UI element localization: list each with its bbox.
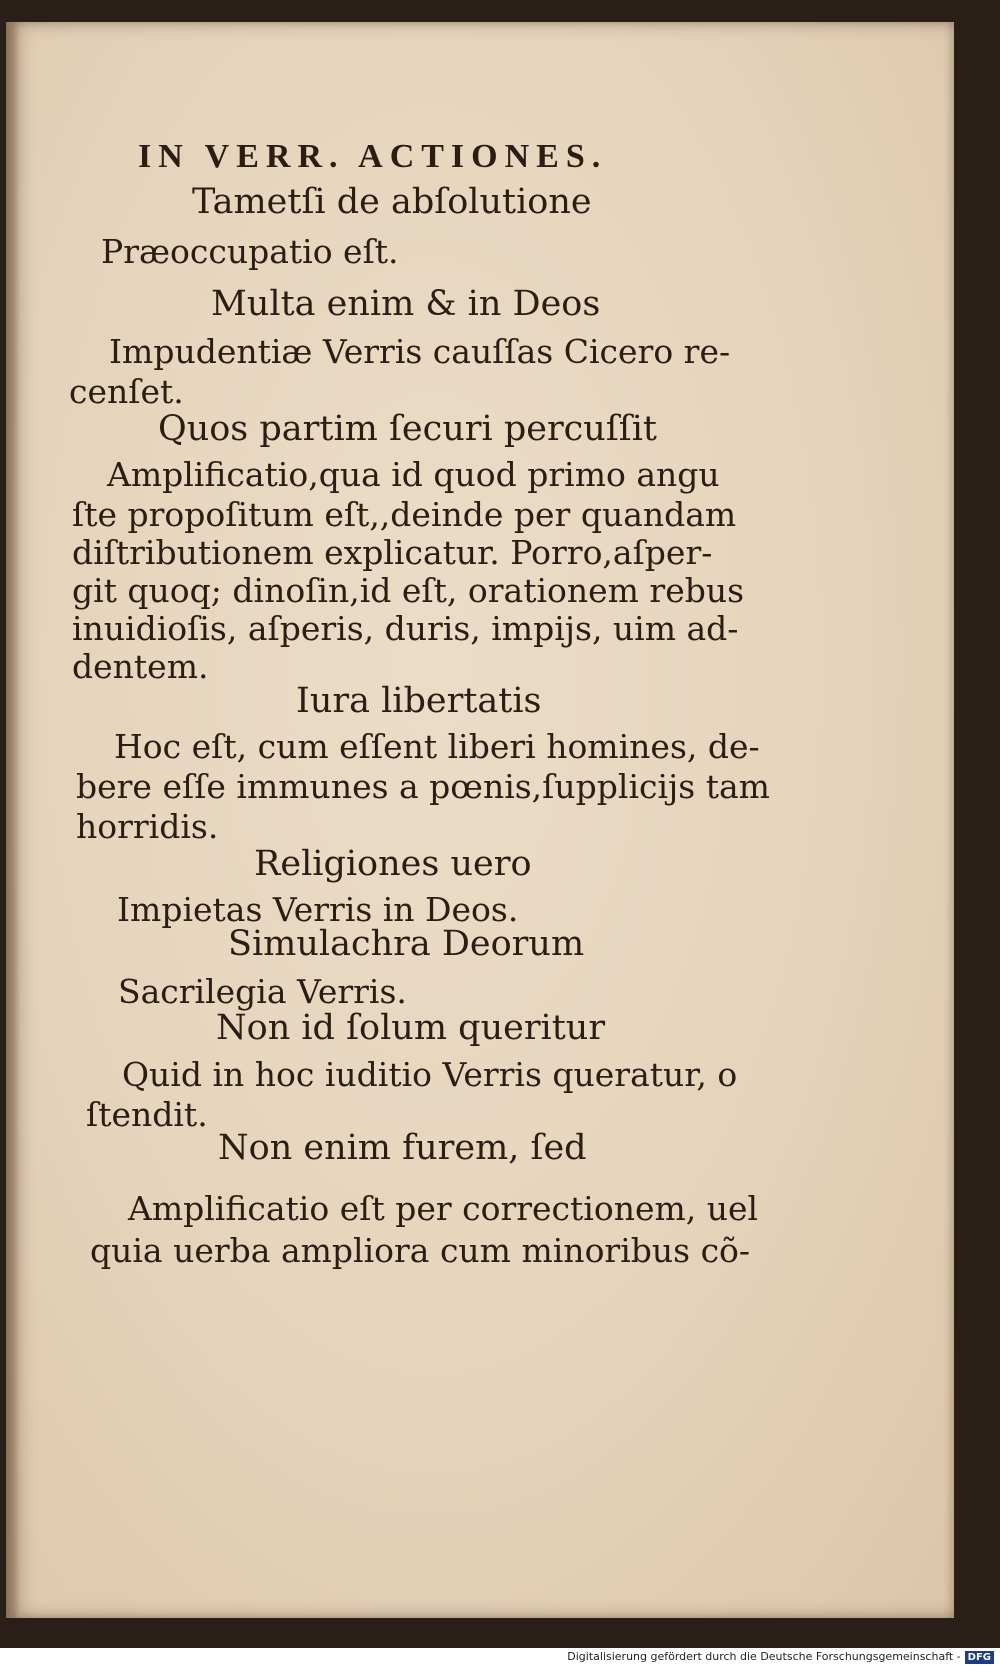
commentary-line: dentem. <box>72 647 209 686</box>
commentary-line: ſte propoſitum eſt,,deinde per quandam <box>72 495 737 534</box>
commentary-line: Impudentiæ Verris cauſſas Cicero re‑ <box>109 332 731 371</box>
commentary-line: git quoq; dinoſin,id eſt, orationem rebus <box>72 571 745 610</box>
commentary-line: bere eſſe immunes a pœnis,ſupplicijs tam <box>76 767 770 806</box>
credit-text: Digitalisierung gefördert durch die Deutsche Forschungsgemeinschaft - <box>567 1650 961 1663</box>
commentary-line: inuidioſis, aſperis, duris, impijs, uim ad‑ <box>72 609 739 648</box>
commentary-line: quia uerba ampliora cum minoribus cõ‑ <box>90 1231 751 1270</box>
lemma-line: Simulachra Deorum <box>228 924 585 964</box>
lemma-line: Religiones uero <box>254 844 532 884</box>
commentary-line: Amplificatio,qua id quod primo angu <box>107 455 720 494</box>
commentary-line: horridis. <box>76 807 219 846</box>
commentary-line: Hoc eſt, cum eſſent liberi homines, de‑ <box>114 727 760 766</box>
digitization-credit <box>0 1648 1000 1666</box>
commentary-line: diſtributionem explicatur. Porro,aſper‑ <box>72 533 713 572</box>
commentary-line: Impietas Verris in Deos. <box>117 890 519 929</box>
book-page <box>6 22 954 1618</box>
lemma-line: Iura libertatis <box>296 681 542 721</box>
lemma-line: Non id ſolum queritur <box>216 1008 606 1048</box>
running-head: IN VERR. ACTIONES. <box>138 138 608 175</box>
commentary-line: Amplificatio eſt per correctionem, uel <box>128 1189 759 1228</box>
page-gutter-shadow <box>6 22 20 1618</box>
commentary-line: Quid in hoc iuditio Verris queratur, o <box>122 1055 738 1094</box>
commentary-line: ſtendit. <box>86 1095 208 1134</box>
commentary-line: cenſet. <box>69 372 184 411</box>
lemma-line: Non enim furem, ſed <box>218 1128 587 1168</box>
commentary-line: Præoccupatio eſt. <box>101 232 399 271</box>
lemma-line: Tametſi de abſolutione <box>192 182 592 222</box>
commentary-line: Sacrilegia Verris. <box>118 972 407 1011</box>
lemma-line: Multa enim & in Deos <box>211 284 601 324</box>
lemma-line: Quos partim ſecuri percuſſit <box>158 409 657 449</box>
dfg-logo-icon: DFG <box>965 1651 994 1664</box>
